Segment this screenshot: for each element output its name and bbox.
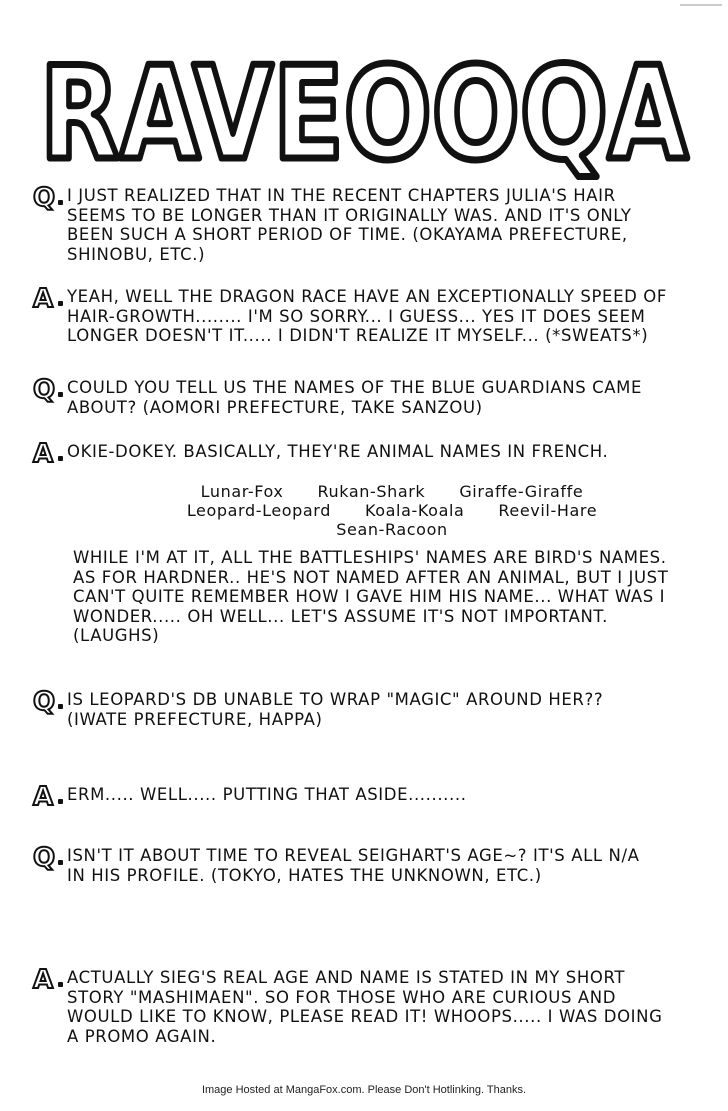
title-text: RAVEOOQA bbox=[40, 40, 688, 180]
qa-item-6 bbox=[33, 782, 713, 812]
name-row bbox=[72, 520, 712, 539]
name-entry: Sean-Racoon bbox=[336, 520, 448, 539]
qa-line: YEAH, WELL THE DRAGON RACE HAVE AN EXCEPTIONALLY SPEED OF bbox=[67, 287, 667, 306]
name-entry: Leopard-Leopard bbox=[186, 501, 331, 520]
corner-mark bbox=[680, 4, 722, 6]
qa-line: A PROMO AGAIN. bbox=[67, 1026, 217, 1046]
name-entry: Lunar-Fox bbox=[200, 482, 284, 501]
qa-item-5 bbox=[33, 687, 713, 729]
qa-line: BEEN SUCH A SHORT PERIOD OF TIME. (OKAYAMA PREFECTURE, bbox=[67, 225, 628, 244]
qa-line: SEEMS TO BE LONGER THAN IT ORIGINALLY WAS. AND IT'S ONLY bbox=[67, 205, 632, 225]
qa-line: I JUST REALIZED THAT IN THE RECENT CHAPTERS JULIA'S HAIR bbox=[67, 186, 616, 205]
answer-badge: A bbox=[33, 785, 67, 809]
qa-item-8 bbox=[33, 965, 713, 1046]
note-line: CAN'T QUITE REMEMBER HOW I GAVE HIM HIS NAME... WHAT WAS I bbox=[73, 587, 666, 606]
answer-badge: A bbox=[33, 287, 67, 311]
answer-badge: A bbox=[33, 442, 67, 466]
note-line: WONDER..... OH WELL... LET'S ASSUME IT'S NOT IMPORTANT. bbox=[73, 606, 608, 626]
name-entry: Rukan-Shark bbox=[317, 482, 426, 501]
qa-line: ACTUALLY SIEG'S REAL AGE AND NAME IS STATED IN MY SHORT bbox=[67, 968, 626, 987]
battleship-note bbox=[73, 548, 713, 646]
answer-badge: A bbox=[33, 968, 67, 992]
qa-line: ISN'T IT ABOUT TIME TO REVEAL SEIGHART'S AGE~? IT'S ALL N/A bbox=[67, 846, 640, 865]
qa-line: HAIR-GROWTH........ I'M SO SORRY... I GUESS... YES IT DOES SEEM bbox=[67, 306, 646, 326]
qa-item-2 bbox=[33, 284, 713, 346]
name-entry: Reevil-Hare bbox=[498, 501, 598, 520]
qa-item-7 bbox=[33, 843, 713, 885]
hosting-footer: Image Hosted at MangaFox.com. Please Don't Hotlinking. Thanks. bbox=[201, 1084, 527, 1096]
qa-line: ERM..... WELL..... PUTTING THAT ASIDE.......... bbox=[67, 785, 467, 804]
guardian-names bbox=[72, 482, 712, 539]
qa-line: COULD YOU TELL US THE NAMES OF THE BLUE GUARDIANS CAME bbox=[67, 378, 643, 397]
qa-item-3 bbox=[33, 375, 713, 417]
question-badge: Q bbox=[33, 186, 67, 210]
qa-line: ABOUT? (AOMORI PREFECTURE, TAKE SANZOU) bbox=[67, 397, 483, 417]
qa-item-4 bbox=[33, 439, 713, 469]
qa-line: IN HIS PROFILE. (TOKYO, HATES THE UNKNOWN, ETC.) bbox=[67, 865, 542, 885]
qa-line: WOULD LIKE TO KNOW, PLEASE READ IT! WHOOPS..... I WAS DOING bbox=[67, 1007, 663, 1026]
qa-line: (IWATE PREFECTURE, HAPPA) bbox=[67, 709, 323, 729]
name-entry: Giraffe-Giraffe bbox=[459, 482, 584, 501]
note-line: (LAUGHS) bbox=[73, 626, 160, 645]
qa-line: OKIE-DOKEY. BASICALLY, THEY'RE ANIMAL NAMES IN FRENCH. bbox=[67, 442, 609, 461]
name-row bbox=[72, 501, 712, 520]
question-badge: Q bbox=[33, 378, 67, 402]
qa-item-1 bbox=[33, 183, 713, 264]
qa-line: LONGER DOESN'T IT..... I DIDN'T REALIZE IT MYSELF... (*SWEATS*) bbox=[67, 326, 649, 345]
note-line: WHILE I'M AT IT, ALL THE BATTLESHIPS' NAMES ARE BIRD'S NAMES. bbox=[73, 548, 667, 567]
name-entry: Koala-Koala bbox=[364, 501, 465, 520]
name-row bbox=[72, 482, 712, 501]
qa-line: SHINOBU, ETC.) bbox=[67, 244, 206, 264]
qa-line: STORY "MASHIMAEN". SO FOR THOSE WHO ARE CURIOUS AND bbox=[67, 987, 617, 1007]
question-badge: Q bbox=[33, 690, 67, 714]
page-title bbox=[0, 40, 728, 180]
qa-line: IS LEOPARD'S DB UNABLE TO WRAP "MAGIC" AROUND HER?? bbox=[67, 690, 604, 709]
question-badge: Q bbox=[33, 846, 67, 870]
note-line: AS FOR HARDNER.. HE'S NOT NAMED AFTER AN ANIMAL, BUT I JUST bbox=[73, 567, 669, 587]
